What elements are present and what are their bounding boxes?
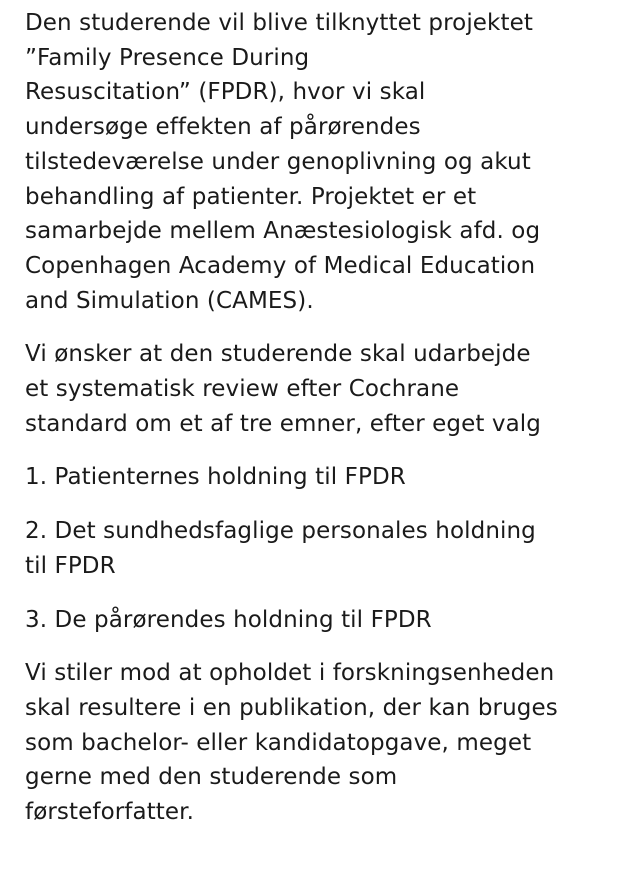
text-line: ”Family Presence During xyxy=(25,44,310,71)
list-item-topic-3 xyxy=(25,603,625,638)
paragraph-review-request xyxy=(25,337,625,441)
text-line: 2. Det sundhedsfaglige personales holdning xyxy=(25,518,536,545)
paragraph-publication-goal xyxy=(25,656,625,830)
text-line: undersøge effekten af pårørendes xyxy=(25,114,421,141)
text-line: 3. De pårørendes holdning til FPDR xyxy=(25,606,432,633)
paragraph-spacer xyxy=(25,318,625,337)
text-line: Copenhagen Academy of Medical Education xyxy=(25,252,536,279)
list-item-topic-2 xyxy=(25,514,625,583)
text-line: Vi ønsker at den studerende skal udarbejde xyxy=(25,341,531,368)
paragraph-spacer xyxy=(25,637,625,656)
text-line: skal resultere i en publikation, der kan bruges xyxy=(25,694,558,721)
text-line: som bachelor- eller kandidatopgave, meget xyxy=(25,729,532,756)
text-line: til FPDR xyxy=(25,552,116,579)
document-body xyxy=(25,6,625,830)
text-line: et systematisk review efter Cochrane xyxy=(25,376,460,403)
text-line: standard om et af tre emner, efter eget valg xyxy=(25,410,541,437)
paragraph-spacer xyxy=(25,584,625,603)
text-line: førsteforfatter. xyxy=(25,799,195,826)
text-line: tilstedeværelse under genoplivning og akut xyxy=(25,148,531,175)
text-line: samarbejde mellem Anæstesiologisk afd. og xyxy=(25,218,541,245)
text-line: gerne med den studerende som xyxy=(25,764,398,791)
text-line: behandling af patienter. Projektet er et xyxy=(25,183,477,210)
text-line: and Simulation (CAMES). xyxy=(25,287,314,314)
text-line: Den studerende vil blive tilknyttet projektet xyxy=(25,10,533,36)
paragraph-spacer xyxy=(25,495,625,514)
text-line: 1. Patienternes holdning til FPDR xyxy=(25,464,406,491)
paragraph-project-intro xyxy=(25,6,625,318)
text-line: Vi stiler mod at opholdet i forskningsenheden xyxy=(25,660,555,687)
list-item-topic-1 xyxy=(25,460,625,495)
paragraph-spacer xyxy=(25,441,625,460)
text-line: Resuscitation” (FPDR), hvor vi skal xyxy=(25,79,426,106)
